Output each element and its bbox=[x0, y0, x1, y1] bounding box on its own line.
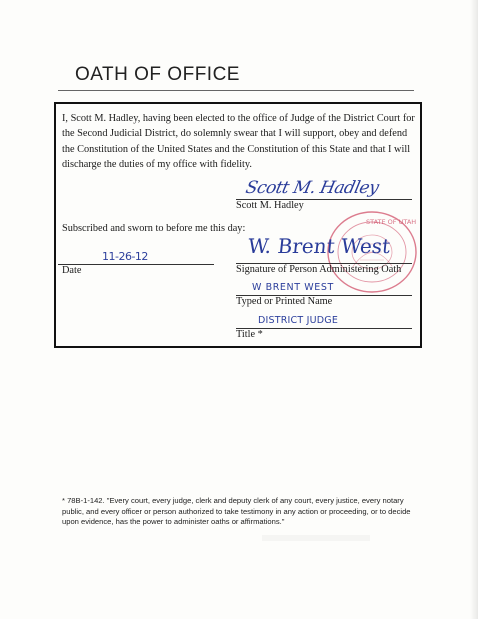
signer-signature: Scott M. Hadley bbox=[243, 178, 381, 198]
date-label: Date bbox=[62, 265, 82, 276]
page-edge-shadow bbox=[470, 0, 478, 619]
seal-text: STATE OF UTAH bbox=[366, 218, 417, 226]
oath-statement: I, Scott M. Hadley, having been elected to the office of Judge of the District Court for the Second Judicial District, do solemnly swear that I will support, obey and defend the Constitution of the United States and the Constitution of this State and that I will discharge the duties of my office with fidelity. bbox=[62, 113, 415, 171]
administrator-signature: W. Brent West bbox=[246, 234, 392, 258]
faint-scan-mark bbox=[262, 535, 370, 541]
administrator-title-value: DISTRICT JUDGE bbox=[258, 315, 339, 326]
footnote: * 78B-1-142. "Every court, every judge, clerk and deputy clerk of any court, every justice, every notary public, and every officer or person authorized to take testimony in any action or proceeding, or to decide upon evidence, has the power to administer oaths or affirmations." bbox=[62, 496, 411, 527]
title-label: Title * bbox=[236, 329, 263, 340]
subscribed-statement: Subscribed and sworn to before me this day: bbox=[62, 223, 246, 234]
printed-name-label: Typed or Printed Name bbox=[236, 296, 333, 307]
administrator-signature-label: Signature of Person Administering Oath bbox=[236, 264, 402, 275]
administrator-printed-name: W BRENT WEST bbox=[252, 282, 334, 293]
signer-name-label: Scott M. Hadley bbox=[236, 200, 304, 211]
title-rule bbox=[58, 90, 414, 91]
date-value: 11-26-12 bbox=[102, 250, 148, 263]
document-title: OATH OF OFFICE bbox=[75, 64, 240, 85]
